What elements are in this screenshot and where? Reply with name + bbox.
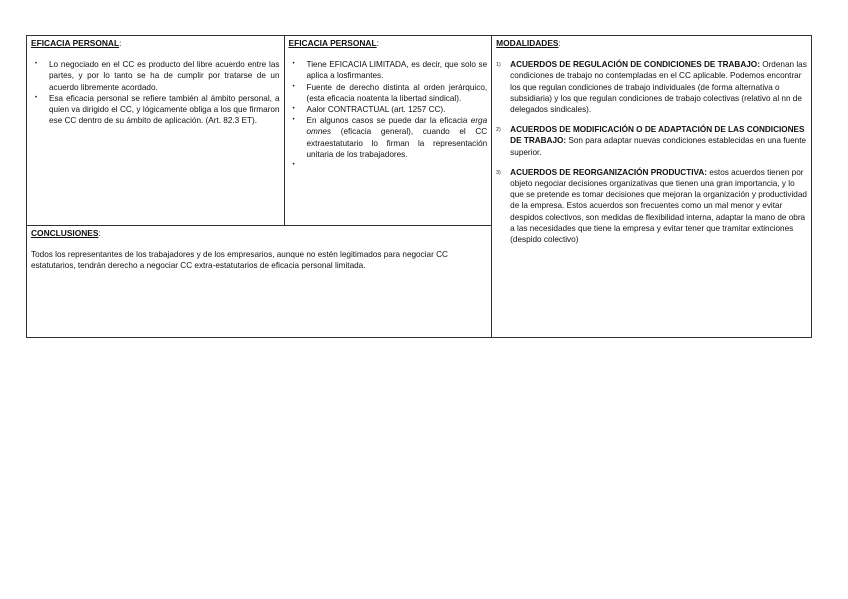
modalidad-colon-2: : xyxy=(563,136,567,146)
col1-cell xyxy=(27,36,285,226)
conclusions-text: Todos los representantes de los trabajadores y de los empresarios, aunque no estén legitimados para negociar CC estatutarios, tendrán derecho a negociar CC extra-estatutarios de eficacia personal limitada. xyxy=(31,250,448,271)
conclusions-header: CONCLUSIONES xyxy=(31,228,99,238)
modalidad-title-1: ACUERDOS DE REGULACIÓN DE CONDICIONES DE TRABAJO xyxy=(510,60,758,70)
col3-header: MODALIDADES xyxy=(496,38,559,48)
modalidad-text-3: estos acuerdos tienen por objeto negociar decisiones organizativas que tienen una gran importancia, y lo que se pretende es tomar decisiones que mejoran la organización y productividad de la empresa. Estos acuerdos son frecuentes como un mal menor y evitar despidos colectivos, son medidas de flexibilidad interna, adaptar la mano de obra a las necesidades que tiene la empresa y evitar tener que tramitar extinciones (despido colectivo) xyxy=(510,167,807,245)
col2-bullets xyxy=(289,59,488,160)
col1-bullet-1: • Lo negociado en el CC es producto del libre acuerdo entre las partes, y por lo tanto se ha de cumplir por tratarse de un acuerdo libremente acordado. xyxy=(31,59,280,93)
col2-bullet-4-lead: En algunos casos se puede dar la eficacia xyxy=(306,116,468,126)
col3-header-colon: : xyxy=(558,39,561,48)
modalidad-item-3 xyxy=(496,167,807,245)
col2-bullet-3: • Aalor CONTRACTUAL (art. 1257 CC). xyxy=(289,104,488,115)
col2-bullet-4-italic: erga omnes xyxy=(306,116,488,137)
modalidad-title-2: ACUERDOS DE MODIFICACIÓN O DE ADAPTACIÓN DE LAS CONDICIONES DE TRABAJO xyxy=(510,125,805,146)
col3-cell xyxy=(492,36,812,338)
modalidad-item-1 xyxy=(496,59,807,115)
col2-bullet-4 xyxy=(289,115,488,160)
col2-bullet-1: • Tiene EFICACIA LIMITADA, es decir, que solo se aplica a losfirmantes. xyxy=(289,59,488,81)
modalidad-colon-3: : xyxy=(704,167,707,177)
modalidad-title-3: ACUERDOS DE REORGANIZACIÓN PRODUCTIVA xyxy=(510,167,705,177)
modalidad-text-2: Son para adaptar nuevas condiciones establecidas en una fuente superior. xyxy=(510,136,807,157)
modalidad-num-3: 3) xyxy=(496,169,501,176)
col2-header: EFICACIA PERSONAL xyxy=(288,38,377,48)
col1-header-colon: : xyxy=(119,39,122,48)
col2-bullet-2: • Fuente de derecho distinta al orden jerárquico, (esta eficacia noatenta la libertad sindical). xyxy=(289,82,488,104)
conclusions-header-colon: : xyxy=(98,229,101,238)
col2-bullet-4-rest: (eficacia general), cuando el CC extraestatutario lo firman la representación unitaria de los trabajadores. xyxy=(306,127,488,159)
conclusions-cell xyxy=(27,226,492,338)
modalidad-num-1: 1) xyxy=(496,62,501,69)
summary-table xyxy=(26,35,812,338)
col1-header: EFICACIA PERSONAL xyxy=(31,38,120,48)
modalidad-colon-1: : xyxy=(757,60,760,70)
modalidades-list xyxy=(496,59,807,245)
modalidad-num-2: 2) xyxy=(496,127,501,134)
col1-bullets xyxy=(31,59,280,126)
col2-cell xyxy=(284,36,492,226)
modalidad-text-1: Ordenan las condiciones de trabajo no contempladas en el CC aplicable. Podemos encontrar los que regulan condiciones de trabajo individuales (de forma alternativa o subsidiaria) y los que regulan condiciones de trabajo colectivas (relativo al nn de delegados sindicales). xyxy=(510,60,807,115)
modalidad-item-2 xyxy=(496,124,807,158)
col2-header-colon: : xyxy=(376,39,379,48)
col1-bullet-2: • Esa eficacia personal se refiere también al ámbito personal, a quien va dirigido el CC, y lógicamente obliga a los que firmaron ese CC dentro de su ámbito de aplicación. (Art. 82.3 ET). xyxy=(31,93,280,127)
